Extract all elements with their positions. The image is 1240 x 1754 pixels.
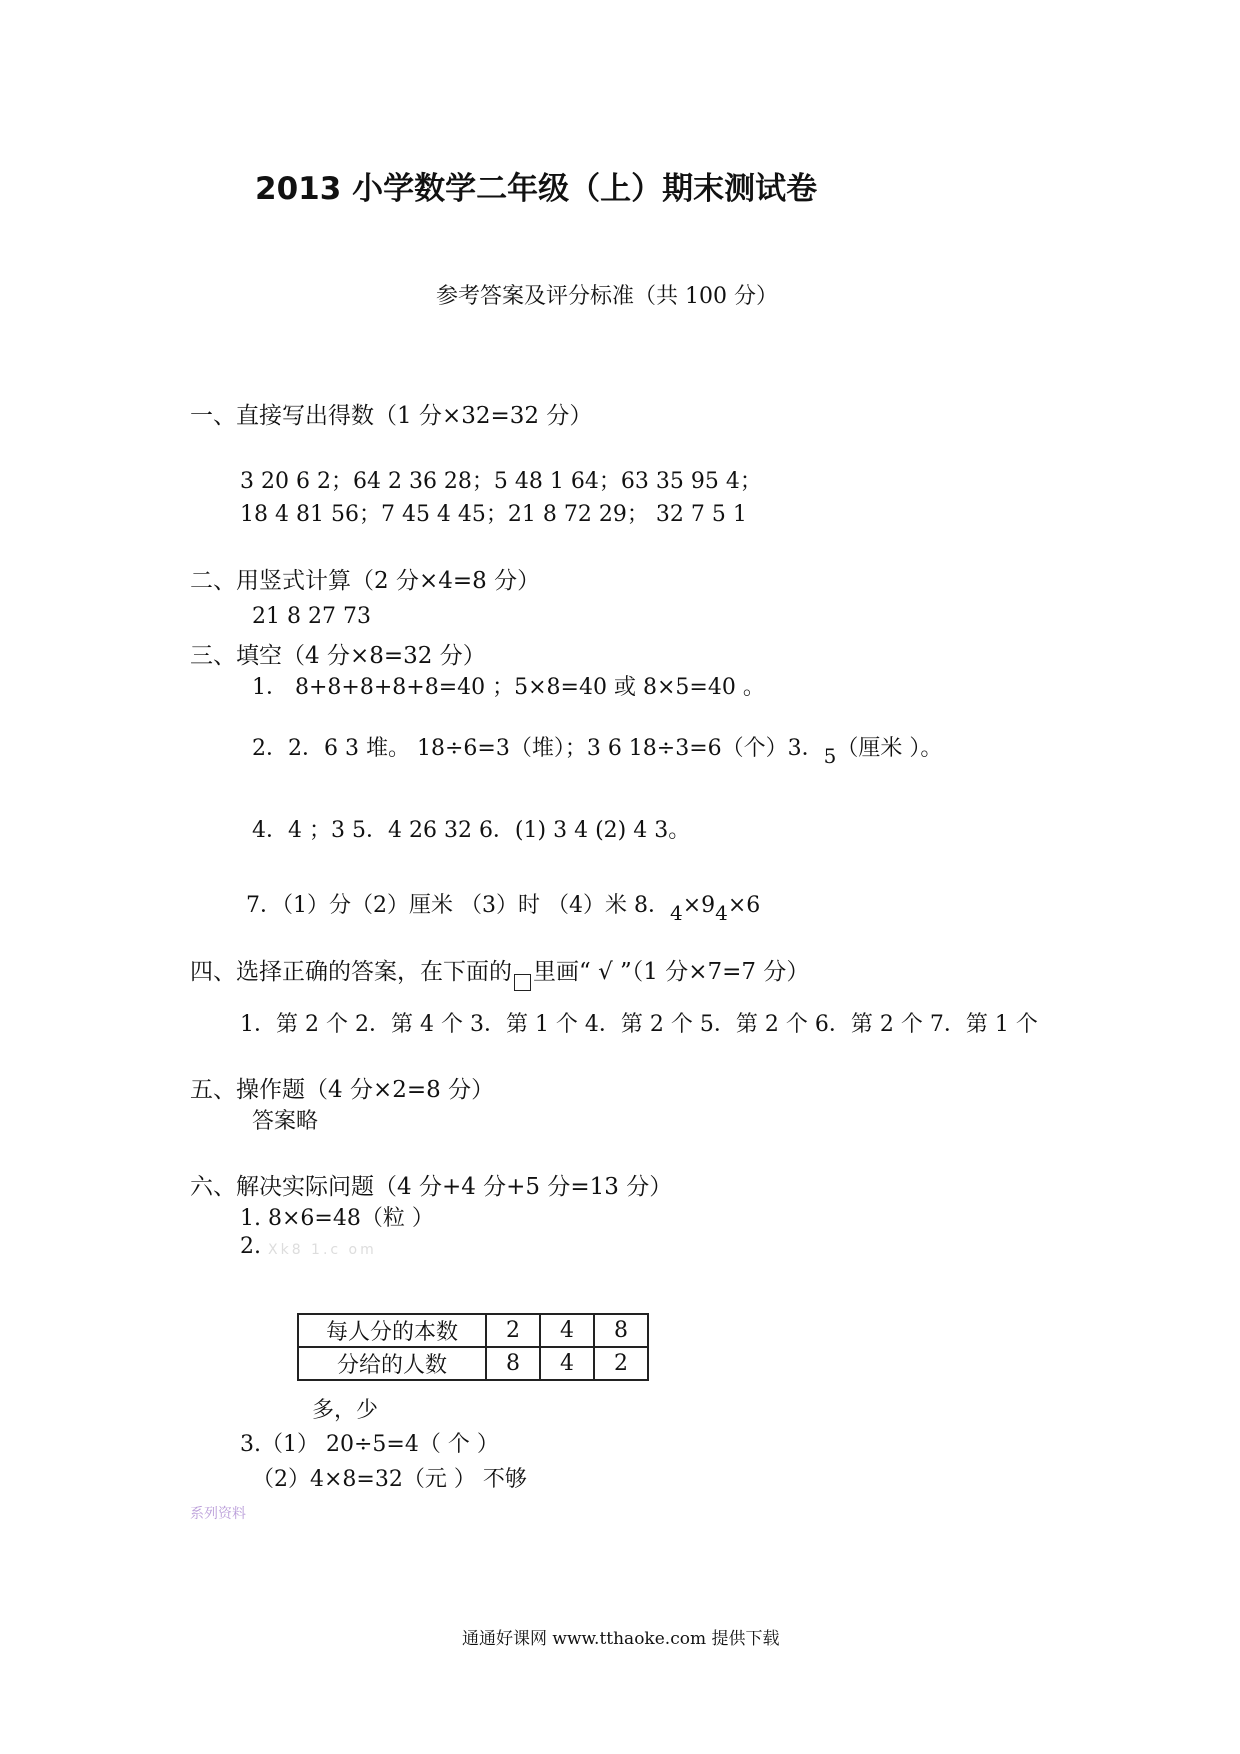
section-5-heading: 五、操作题（4 分×2=8 分） [190,1077,495,1103]
section-3-answer-2-unit: （厘米 ）。 [836,736,943,761]
section-3-answer-2 [252,731,943,768]
section-3-answer-1: 1． 8+8+8+8+8=40 ；5×8=40 或 8×5=40 。 [252,675,765,700]
section-3-answer-8-mid: ×9 [682,893,716,918]
section-3-answer-2-text: 2．2．6 3 堆。 18÷6=3（堆）；3 6 18÷3=6（个）3． [252,736,824,761]
section-1-answers-line-2: 18 4 81 56；7 45 4 45；21 8 72 29； 32 7 5 1 [240,502,747,527]
section-3-answer-8-end: ×6 [727,893,761,918]
section-3-answer-8-sub-2: 4 [715,901,728,925]
section-6-answer-3-1: 3.（1） 20÷5=4（ 个 ） [240,1432,499,1457]
table-cell-label: 每人分的本数 [298,1314,486,1347]
section-4-heading-text-a: 四、选择正确的答案，在下面的 [190,959,512,985]
section-1-answers-line-1: 3 20 6 2；64 2 36 28；5 48 1 64；63 35 95 4； [240,469,762,494]
section-6-answer-2-conclusion: 多，少 [312,1398,379,1423]
checkbox-square-icon [514,974,531,991]
section-1-heading: 一、直接写出得数（1 分×32=32 分） [190,403,593,429]
section-3-answer-7-text: 7．（1）分（2）厘米 （3）时 （4）米 8． [246,893,670,918]
section-4-heading-text-b: 里画“ √ ”（1 分×7=7 分） [533,959,810,985]
table-cell: 4 [540,1347,594,1380]
footer-credit: 通通好课网 www.tthaoke.com 提供下载 [462,1629,780,1649]
section-3-answer-8-sub-1: 4 [669,901,683,925]
section-6-heading: 六、解决实际问题（4 分+4 分+5 分=13 分） [190,1174,673,1200]
document-title: 2013 小学数学二年级（上）期末测试卷 [255,171,818,207]
section-4-answers: 1．第 2 个 2．第 4 个 3．第 1 个 4．第 2 个 5．第 2 个 6．第 2 个 7．第 1 个 [240,1012,1038,1037]
section-3-answer-4-6: 4．4 ；3 5．4 26 32 6．(1) 3 4 (2) 4 3。 [252,818,691,843]
table-cell-label: 分给的人数 [298,1347,486,1380]
section-6-answer-1: 1. 8×6=48（粒 ） [240,1206,434,1231]
section-2-answers: 21 8 27 73 [252,604,371,629]
section-2-heading: 二、用竖式计算（2 分×4=8 分） [190,568,541,594]
section-3-heading: 三、填空（4 分×8=32 分） [190,643,486,669]
faint-watermark: Xk8 1.c om [268,1242,377,1258]
section-3-answer-7-8 [246,888,761,925]
table-row [298,1347,648,1380]
table-cell: 4 [540,1314,594,1347]
section-6-answer-3-2: （2）4×8=32（元 ） 不够 [252,1467,527,1492]
section-4-heading [190,953,809,991]
table-cell: 8 [486,1347,540,1380]
table-cell: 2 [486,1314,540,1347]
answer-table [297,1313,649,1381]
document-subtitle: 参考答案及评分标准（共 100 分） [436,284,778,309]
table-cell: 8 [594,1314,648,1347]
table-row [298,1314,648,1347]
section-5-answer: 答案略 [252,1109,319,1134]
section-3-answer-2-sub: 5 [823,744,837,768]
section-6-answer-2-label: 2. [240,1234,261,1259]
series-materials-label: 系列资料 [190,1506,246,1522]
table-cell: 2 [594,1347,648,1380]
